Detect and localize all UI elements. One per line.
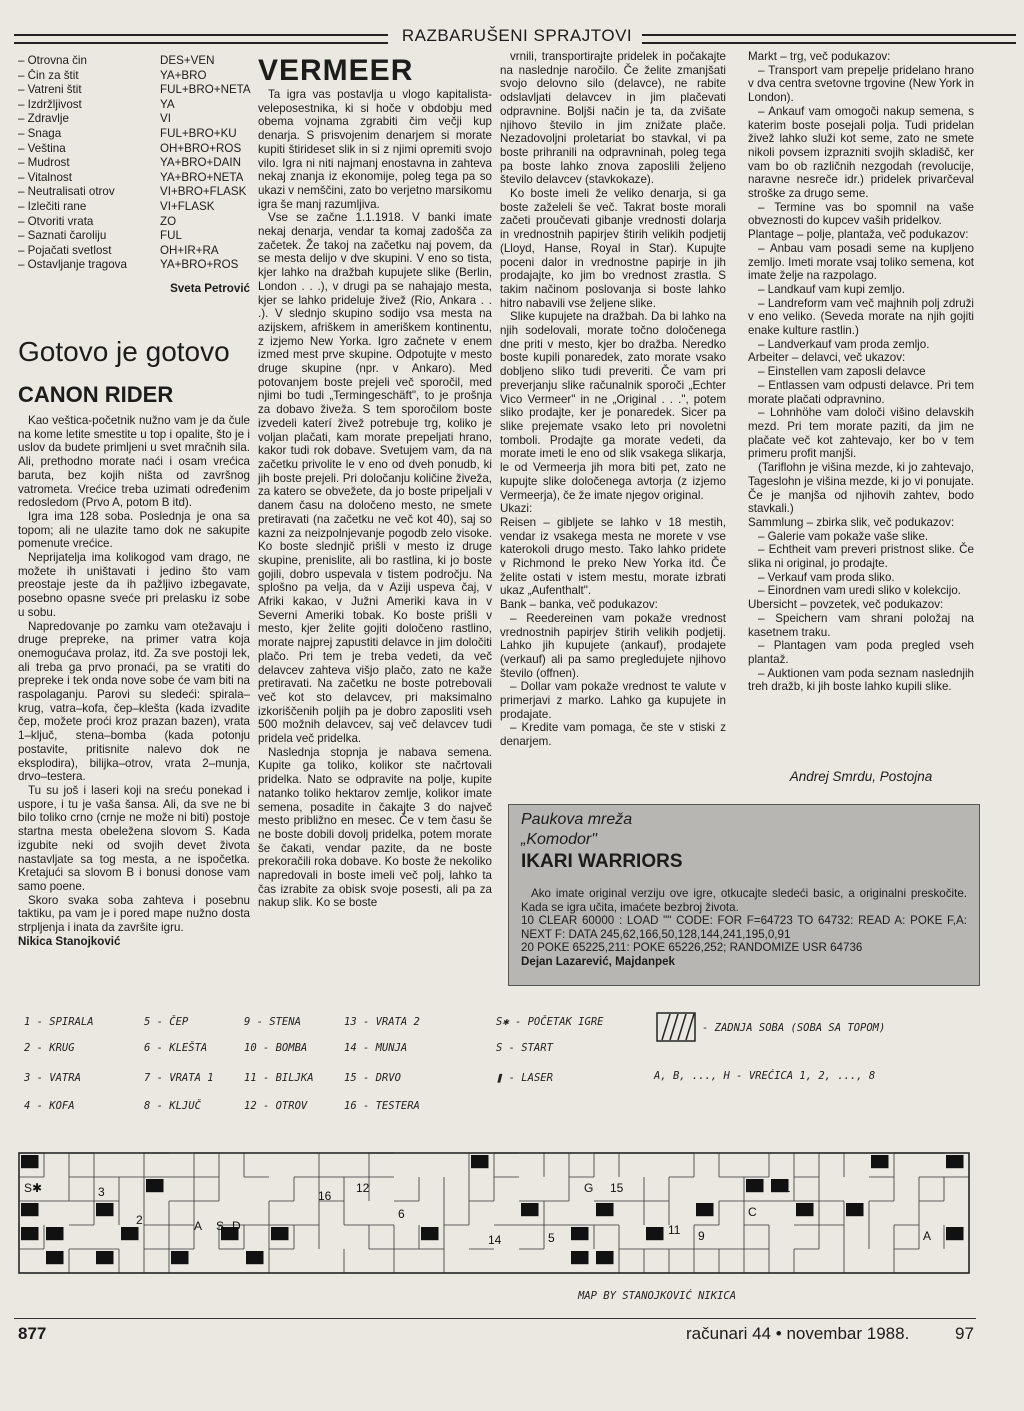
command-item: Arbeiter – delavci, več ukazov: (748, 351, 906, 365)
legend-item: 13 - VRATA 2 (344, 1016, 420, 1028)
map-label: D (232, 1219, 241, 1233)
legend-item: 5 - ČEP (144, 1016, 189, 1028)
cheat-row (18, 156, 254, 171)
cheat-row (18, 98, 254, 113)
page-number-left: 877 (18, 1324, 47, 1343)
article-section-title: Gotovo je gotovo (18, 336, 230, 367)
command-item: Plantage – polje, plantaža, več podukazov: (748, 228, 969, 242)
box-line2: „Komodor" (521, 831, 597, 848)
cheat-author: Sveta Petrović (170, 282, 250, 295)
command-item: Ubersicht – povzetek, več podukazov: (748, 598, 944, 612)
command-item: – Dollar vam pokaže vrednost te valute v primerjavi z marko. Lahko ga kupujete in prodajate. (500, 680, 726, 721)
paragraph: Neprijatelja ima kolikogod vam drago, ne možete ih uništavati i jedino što vam preostaje jeste da ih pažljivo izbegavate, posebno opasne sveće pri prelasku iz sobe u sobu. (18, 551, 250, 619)
cheat-effect: – Veština (18, 141, 66, 155)
paragraph: Tu su još i laseri koji na sreću ponekad i uspore, i tu je vaša šansa. Ali, da sve ne bi bilo toliko crno (crnje ne može ni biti) postoje startna mesta obeležena slovom S. Kada izgubite neki od svojih devet života nastavljate sa tog mesta, a ne ispočetka. Kretajući sa slovom B i bonusi donose vam samo poene. (18, 783, 250, 893)
command-item: Sammlung – zbirka slik, več podukazov: (748, 515, 955, 529)
cheat-effect: – Neutralisati otrov (18, 185, 115, 199)
paragraph: Igra ima 128 soba. Poslednja je ona sa topom; ali ne ulazite tamo dok ne sakupite pomenute vrećice. (18, 509, 250, 551)
box-author: Dejan Lazarević, Majdanpek (521, 954, 676, 968)
cheat-effect: – Otrovna čin (18, 54, 87, 67)
map-label: A (194, 1219, 203, 1233)
legend-hatched: - ZADNJA SOBA (SOBA SA TOPOM) (702, 1022, 886, 1034)
paragraph: Kao veštica-početnik nužno vam je da čule na kome letite smestite u top i opalite, što je i uslov da budete primljeni u svet mračnih sila. Ali, prethodno morate naći i osam vrećica baruta, bez kojih ništa od završnog vatrometa. Vrećice treba uzimati određenim redosledom (Prvo A, potom B itd). (18, 414, 250, 510)
map-label: 14 (488, 1233, 502, 1247)
legend-item: 6 - KLEŠTA (144, 1042, 208, 1054)
commands-heading: Ukazi: (500, 502, 533, 516)
map-label: 12 (356, 1181, 370, 1195)
legend-item: 11 - BILJKA (244, 1072, 314, 1084)
command-item: (Tariflohn je višina mezde, ki jo zahtevajo, Tageslohn je višina mezde, ki jo vi ponujate. Če je manjša od njihovih zahtev, bodo stavkali.) (748, 461, 974, 516)
cheat-code: YA+BRO (160, 68, 207, 82)
command-item: – Ankauf vam omogoči nakup semena, s katerim boste posejali polja. Tudi pridelan živež lahko služi kot seme, zato ne smete nikoli povsem izprazniti svojih skladišč, ker vam bo ob različnih nezgodah (revolucije, naravne nesreče idr.) pridelek privarčeval stroške za drugo seme. (748, 104, 974, 201)
paragraph: Ko boste imeli že veliko denarja, si ga boste zaželeli še več. Takrat boste morali začeti proučevati gibanje vrednosti dolarja in vrednostnih papirjev štirih velikih podjetij (Lloyd, Hanse, Royal in Star). Kupujte poceni dalor in vrednostne papirje in jih prodajajte, ko jim bo vrednost zrastla. S takim načinom poslovanja si boste lahko hitro nabavili vse željene slike. (500, 187, 726, 310)
page-number-right: 97 (955, 1324, 974, 1343)
command-item: – Echtheit vam preveri pristnost slike. Če slika ni original, jo prodajte. (748, 543, 974, 571)
legend-item: 10 - BOMBA (244, 1042, 308, 1054)
command-item: Markt – trg, več podukazov: (748, 50, 891, 63)
cheat-effect: – Čin za štit (18, 68, 79, 82)
cheat-code: VI+BRO+FLASK (160, 185, 247, 199)
map-label: G (584, 1181, 594, 1195)
legend-item: 4 - KOFA (24, 1100, 75, 1112)
cheat-effect: – Pojačati svetlost (18, 243, 112, 257)
command-item: – Galerie vam pokaže vaše slike. (758, 529, 929, 543)
section-title: RAZBARUŠENI SPRAJTOVI (401, 26, 633, 45)
cheat-effect: – Vitalnost (18, 170, 72, 184)
cheat-row (18, 142, 254, 157)
command-item: – Einstellen vam zaposli delavce (758, 365, 926, 379)
cheat-row (18, 171, 254, 186)
command-item: – Auktionen vam poda seznam naslednjih treh dražb, ki jih boste lahko kupili slike. (748, 666, 974, 694)
command-item: – Termine vas bo spomnil na vaše obveznosti do kupcev vaših pridelkov. (748, 200, 974, 228)
command-item: – Anbau vam posadi seme na kupljeno zemljo. Imeti morate vsaj toliko semena, kot imate želje na razpolago. (748, 241, 974, 283)
paragraph: Naslednja stopnja je nabava semena. Kupite ga toliko, kolikor ste načrtovali pridelka. Nato se odpravite na polje, kupite natanko toliko hektarov zemlje, kolikor imate semena, posadite in čakajte 3 do največ mesto približno en mesec. Če v tem času še ne boste dobili dovolj pridelka, potem morate še čakati, vendar pazite, da ne boste prekoračili roka dobave. Ko boste že nekoliko napredovali in boste imeli več polj, lahko ta čas izrabite za obisk svoje posesti, ali pa za nakup slik. Ko se boste (258, 745, 492, 910)
map-label: 5 (548, 1231, 555, 1245)
paragraph: Ta igra vas postavlja u vlogo kapitalista-veleposestnika, ki si hoče v obdobju med obema vojnama zgrabiti čim večji kup denarja. S prisvojenim denarjem si morate kupiti štirideset slik in si z njimi opremiti svojo vilo. Igra ni niti najmanj enostavna in zahteva nekaj znanja iz ekonomije, poleg tega pa so ukazi v nemščini, zato bo verjetno marsikomu igra še manj razumljiva. (258, 88, 492, 211)
command-item: – Transport vam prepelje pridelano hrano v dva centra svetovne trgovine (New York in London). (748, 63, 974, 105)
command-item: – Reedereinen vam pokaže vrednost vrednostnih papirjev štirih velikih podjetij. Lahko jih kupujete (ankauf), prodajete (verkauf) ali pa samo pregledujete njihovo število (offnen). (500, 611, 726, 680)
section-header (14, 22, 1016, 48)
cheat-code: ZO (160, 214, 177, 228)
canon-rider-author: Nikica Stanojković (18, 934, 121, 948)
issue-line: računari 44 • novembar 1988. (686, 1324, 910, 1343)
map-label: S (216, 1219, 225, 1233)
legend-laser: LASER (521, 1072, 553, 1084)
command-item: – Landverkauf vam proda zemljo. (758, 337, 930, 351)
map-label: 11 (778, 1181, 791, 1195)
cheat-code: YA+BRO+NETA (160, 170, 244, 184)
cheat-code: YA+BRO+ROS (160, 258, 239, 272)
cheat-effect: – Ostavljanje tragova (18, 258, 127, 272)
legend-laser-row (496, 1072, 553, 1084)
article-canon-rider (18, 414, 250, 948)
article-vermeer-body (258, 88, 492, 910)
map-label: 9 (698, 1229, 705, 1243)
legend-item: 14 - MUNJA (344, 1042, 408, 1054)
map-credit: MAP BY STANOJKOVIĆ NIKICA (578, 1290, 737, 1302)
command-item: – Lohnhöhe vam določi višino delavskih mezd. Pri tem morate paziti, da jim ne plačate več kot zahtevajo, ker bo v tem primeru profit manjši. (748, 406, 974, 461)
map-drawing (18, 1152, 970, 1310)
legend-item: 8 - KLJUČ (144, 1100, 201, 1112)
hatched-room-icon (656, 1012, 696, 1042)
cheat-effect: – Izdržljivost (18, 97, 82, 111)
article-vermeer-title: VERMEER (258, 54, 414, 87)
cheat-effect: – Izlečiti rane (18, 199, 87, 213)
cheat-row (18, 215, 254, 230)
cheat-row (18, 200, 254, 215)
box-line1: Paukova mreža (521, 811, 633, 828)
article-vermeer-continued (500, 50, 726, 749)
paragraph: Napredovanje po zamku vam otežavaju i druge prepreke, na primer vatra koja onemogućava prolaz, itd. Za sve postoji lek, ali treba ga prvo pronaći, pa se vratiti do prepreke i tek onda nove sobe će vam biti na raspolaganju. Parovi su sledeći: spirala–krug, vatra–kofa, čep–klešta (kada izvadite čep, možete proći kroz prazan bazen), vrata 1–ključ, stena–bomba (kada potonju postavite, pritisnite nalevo dok ne eksplodira), bilijka–otrov, vrata 2–munja, drvo–testera. (18, 619, 250, 784)
map-label: 3 (98, 1185, 105, 1199)
legend-item: 2 - KRUG (24, 1042, 75, 1054)
cheat-code-list (18, 54, 254, 273)
cheat-effect: – Saznati čaroliju (18, 229, 107, 243)
box-code-line1: 10 CLEAR 60000 : LOAD "" CODE: FOR F=64723 TO 64732: READ A: POKE F,A: NEXT F: DATA 245,62,166,50,128,144,241,195,0,91 (521, 914, 967, 941)
legend-item: 15 - DRVO (344, 1072, 401, 1084)
command-item: – Speichern vam shrani položaj na kasetnem traku. (748, 611, 974, 639)
map-label: C (748, 1205, 757, 1219)
command-item: – Kredite vam pomaga, če ste v stiski z denarjem. (500, 721, 726, 749)
command-item: – Einordnen vam uredi sliko v kolekcijo. (758, 584, 961, 598)
legend-item: 9 - STENA (244, 1016, 301, 1028)
cheat-row (18, 127, 254, 142)
cheat-code: FUL+BRO+KU (160, 126, 237, 140)
map-label: A (923, 1229, 932, 1243)
legend-start: S - START (496, 1042, 553, 1054)
map-label: 6 (398, 1207, 405, 1221)
game-map (18, 1152, 970, 1310)
cheat-row (18, 244, 254, 259)
command-item: – Entlassen vam odpusti delavce. Pri tem morate plačati odpravnino. (748, 378, 974, 406)
cheat-effect: – Otvoriti vrata (18, 214, 94, 228)
cheat-row (18, 83, 254, 98)
cheat-row (18, 229, 254, 244)
ikari-warriors-box (508, 804, 980, 986)
command-item: – Verkauf vam proda sliko. (758, 570, 895, 584)
cheat-row (18, 54, 254, 69)
cheat-code: FUL (160, 229, 182, 243)
command-item: Reisen – gibljete se lahko v 18 mestih, vendar iz vsakega mesta ne morete v vse katerokoli drugo mesto. Tako lahko pridete v Richmond le preko New Yorka itd. Če želite ostati v istem mestu, morate izbrati ukaz „Aufenthalt". (500, 515, 726, 598)
cheat-effect: – Vatreni štit (18, 83, 82, 97)
paragraph: Skoro svaka soba zahteva i posebnu taktiku, pa vam je i pored mape nužno dosta strpljenja i inata da završite igru. (18, 893, 250, 935)
command-item: – Landkauf vam kupi zemljo. (758, 282, 905, 296)
cheat-code: YA+BRO+DAIN (160, 156, 241, 170)
cheat-row (18, 112, 254, 127)
cheat-code: OH+BRO+ROS (160, 141, 242, 155)
cheat-code: VI+FLASK (160, 199, 215, 213)
header-rule-left (14, 34, 388, 44)
box-title: IKARI WARRIORS (521, 851, 683, 872)
legend-letters: A, B, ..., H - VREĆICA 1, 2, ..., 8 (654, 1070, 876, 1082)
cheat-effect: – Snaga (18, 126, 62, 140)
map-label: S✱ (24, 1181, 43, 1195)
cheat-effect: – Zdravlje (18, 112, 69, 126)
legend-item: 16 - TESTERA (344, 1100, 420, 1112)
box-code-line2: 20 POKE 65225,211: POKE 65226,252; RANDOMIZE USR 64736 (521, 941, 863, 955)
footer-rule (14, 1318, 976, 1319)
box-text (521, 887, 967, 969)
laser-icon: ❚ - (496, 1072, 522, 1084)
cheat-code: VI (160, 112, 171, 126)
map-label: 15 (610, 1181, 624, 1195)
cheat-effect: – Mudrost (18, 156, 70, 170)
cheat-code: OH+IR+RA (160, 243, 219, 257)
command-item: – Landreform vam več majhnih polj združi v eno veliko. (Seveda morate na njih gojiti enake kulture rastlin.) (748, 296, 974, 338)
map-label: 2 (136, 1213, 143, 1227)
legend-item: 12 - OTROV (244, 1100, 308, 1112)
command-item: – Plantagen vam poda pregled vseh plantaž. (748, 639, 974, 666)
command-item: Bank – banka, več podukazov: (500, 598, 658, 612)
paragraph: vrnili, transportirajte pridelek in počakajte na naslednje naročilo. Če želite zmanjšati svojo delovno silo (delavce), ne rabite odslavljati delavcev in jim plačevati odpravnine. Boljši način je ta, da zvišate njihovo število in jim znižate plače. Nezadovoljni proletariat bo stavkal, vi pa boste prihranili na odpravninah, poleg tega pa boste lahko znova zaposlili željeno število delavcev (stavkokaze). (500, 50, 726, 187)
cheat-code: FUL+BRO+NETA (160, 83, 251, 97)
article-vermeer-commands (748, 50, 974, 694)
legend-item: 3 - VATRA (24, 1072, 81, 1084)
legend-start-cross: S✱ - POČETAK IGRE (496, 1016, 604, 1028)
header-rule-right (642, 34, 1016, 44)
cheat-code: DES+VEN (160, 54, 215, 67)
article-game-title: CANON RIDER (18, 382, 174, 407)
cheat-row (18, 258, 254, 273)
paragraph: Slike kupujete na dražbah. Da bi lahko na njih sodelovali, morate točno določenega dne priti v mesto, kjer bo dražba. Neredko boste kupili ponaredek, zato morate vsako dobljeno sliko tudi preveriti. Če vam pri preverjanju slike računalnik sporoči „Echter Vico Vermeer" in ne „Original . . .", potem sliko prodajte, ker je ponaredek. Sicer pa slike prejemate vsako leto pri novoletni tomboli. Prodajte ga morate vedeti, da morate imeti le eno od slik vsakega slikarja, le od Vermeerja jih mora biti pet, zato ne kupujte slike določenega avtorja (z izjemo Vermeerja), če že imate njegov original. (500, 310, 726, 502)
vermeer-author-block (748, 770, 974, 784)
vermeer-author: Andrej Smrdu, Postojna (789, 769, 933, 784)
cheat-code: YA (160, 97, 175, 111)
cheat-author-block (130, 282, 250, 296)
map-label: 11 (668, 1223, 681, 1237)
map-label: 16 (318, 1189, 332, 1203)
legend-item: 7 - VRATA 1 (144, 1072, 214, 1084)
paragraph: Vse se začne 1.1.1918. V banki imate nekaj denarja, vendar ta komaj zadošča za začetek. Že takoj na začetku naj povem, da se mesta delijo v dve skupini. V eno so tista, kjer lahko na dražbah kupujete slike (Berlin, London . . .), v drugi pa se nahajajo mesta, kjer se lahko prideluje živež (Rio, Ankara . . .). V slednjo skupino sodijo vsa mesta na azijskem, afriškem in ameriškem kontinentu, z izjemo New Yorka. Igro začnete v enem izmed mest prve skupine. Odpotujte v mesto druge skupine (npr. v Ankaro). Med potovanjem boste prejeli več sporočil, med njimi bo tudi „Termingeschäft", to je prošnja za dobavo živeža. S tem sporočilom boste izvedeli katerí živež potrebuje trg, koliko je voljan plačati, kam morate prepeljati hrano, kakor tudi rok dobave. Svetujem vam, da na začetku privolite le v eno od dveh ponudb, ki jih boste prejeli. Pri določanju količine živeža, za katero se obvežete, da jo boste pripeljali v danem času na določeno mesto, ne smete pretiravati (na začetku ne več kot 40), saj so kazni za neizpolnjevanje pogodb zelo visoke. Ko boste slednjič prišli v mesto iz druge skupine, prenislite, ali bo rastlina, ki jo boste gojili, dobro uspevala v tistem področju. Na splošno pa velja, da v Aziji uspeva čaj, v Afriki kakao, v Južni Ameriki kava in v Severni Ameriki tobak. Ko boste prišli v mesto, kjer želite gojiti določeno rastlino, morate najprej zapustiti delavce in jim določiti plačo. Pri tem je treba vedeti, da več delavcev zahteva višjo plačo, zato ne kaže pretiravati. Na začetku ne boste potrebovali več kot sto delavcev, pri maksimalno izkoriščenih poljih pa je dobro zaposliti vseh 500 možnih delavcev, saj več delavcev tudi pridela več pridelka. (258, 211, 492, 746)
cheat-row (18, 69, 254, 84)
legend-item: 1 - SPIRALA (24, 1016, 94, 1028)
box-intro: Ako imate original verziju ove igre, otkucajte sledeći basic, a originalni preskočite. Kada se igra učita, imaćete bezbroj života. (521, 887, 967, 914)
cheat-row (18, 185, 254, 200)
